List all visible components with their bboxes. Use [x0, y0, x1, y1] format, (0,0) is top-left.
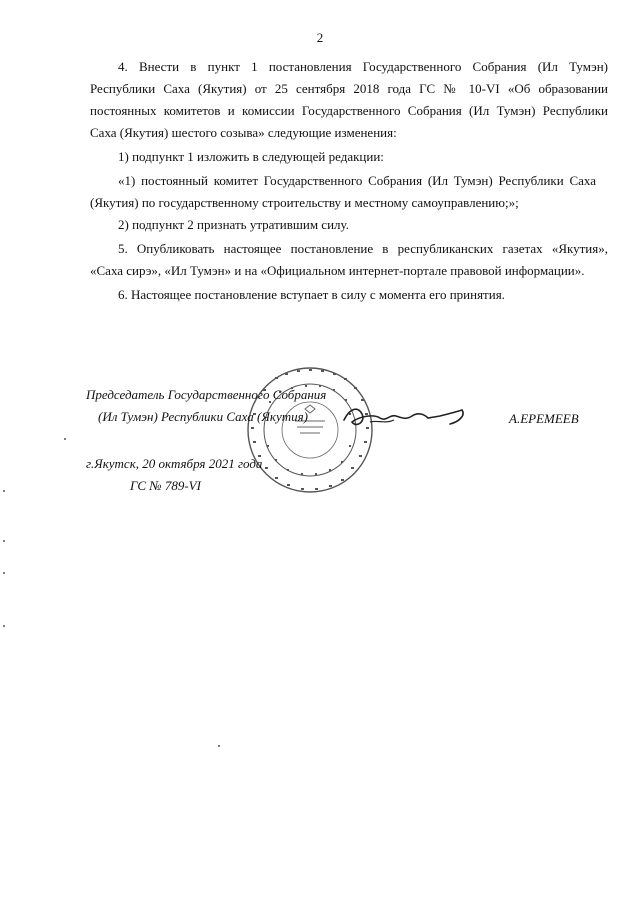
item-5-line-1: 5. Опубликовать настоящее постановление в республиканских газетах «Якутия»,	[118, 241, 608, 256]
scan-speck	[3, 625, 5, 627]
signatory-name: А.ЕРЕМЕЕВ	[509, 411, 579, 426]
item-5-line-2: «Саха сирэ», «Ил Тумэн» и на «Официальном интернет-портале правовой информации».	[90, 263, 585, 278]
document-number: ГС № 789-VI	[130, 478, 201, 493]
item-6: 6. Настоящее постановление вступает в силу с момента его принятия.	[118, 287, 505, 302]
page-number: 2	[316, 30, 324, 45]
scan-speck	[3, 572, 5, 574]
scan-speck	[64, 438, 66, 440]
item-4-line-3: постоянных комитетов и комиссии Государственного Собрания (Ил Тумэн) Республики	[90, 103, 608, 118]
item-4-line-1: 4. Внести в пункт 1 постановления Государственного Собрания (Ил Тумэн)	[118, 59, 608, 74]
subitem-1-text-line-1: «1) постоянный комитет Государственного Собрания (Ил Тумэн) Республики Саха	[118, 173, 596, 188]
subitem-1-intro: 1) подпункт 1 изложить в следующей редакции:	[118, 149, 384, 164]
subitem-2: 2) подпункт 2 признать утратившим силу.	[118, 217, 349, 232]
scan-speck	[3, 540, 5, 542]
item-4-line-2: Республики Саха (Якутия) от 25 сентября 2018 года ГС № 10-VI «Об образовании	[90, 81, 608, 96]
scan-speck	[3, 490, 5, 492]
signatory-title-line-2: (Ил Тумэн) Республики Саха (Якутия)	[98, 409, 308, 424]
subitem-1-text-line-2: (Якутия) по государственному строительству и местному самоуправлению;»;	[90, 195, 519, 210]
handwritten-signature	[340, 398, 470, 438]
item-4-line-4: Саха (Якутия) шестого созыва» следующие изменения:	[90, 125, 397, 140]
place-and-date: г.Якутск, 20 октября 2021 года	[86, 456, 263, 471]
signatory-title-line-1: Председатель Государственного Собрания	[86, 387, 327, 402]
scan-speck	[218, 745, 220, 747]
